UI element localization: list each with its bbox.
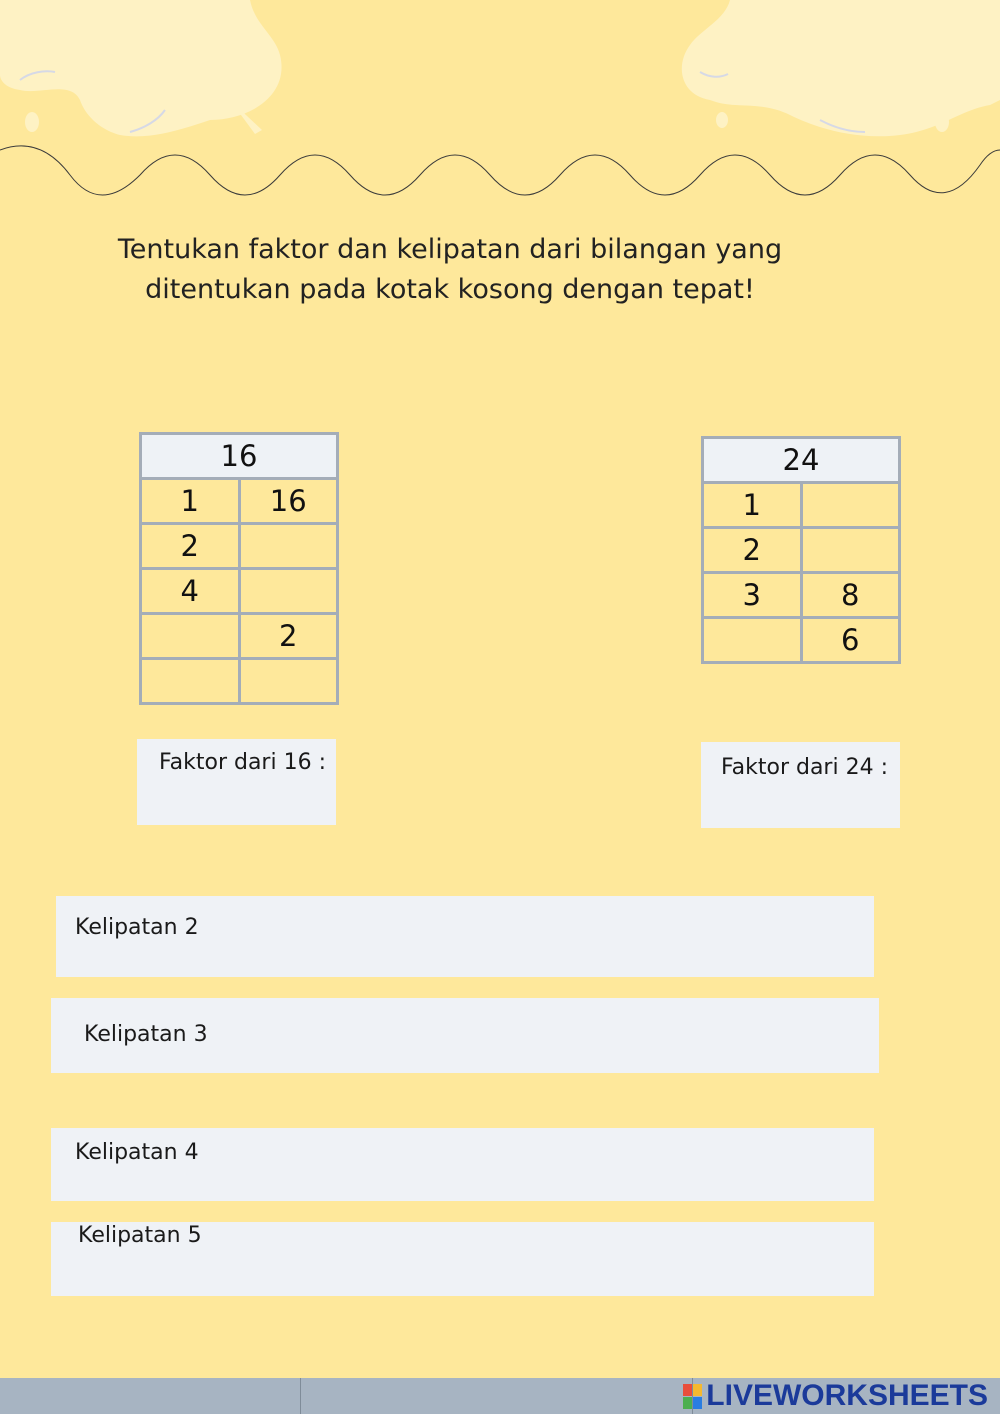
table-cell[interactable]: 2	[703, 528, 802, 573]
splash-right	[682, 0, 1000, 136]
table-row	[703, 618, 900, 663]
footer-divider	[300, 1378, 301, 1414]
multiples-4-label: Kelipatan 4	[75, 1140, 199, 1165]
table-cell[interactable]: 2	[141, 524, 240, 569]
table-cell[interactable]	[239, 524, 338, 569]
factor-table-24	[701, 436, 901, 664]
factor-24-label: Faktor dari 24 :	[721, 755, 888, 780]
instruction-line-1: Tentukan faktor dan kelipatan dari bilangan yang	[117, 234, 783, 265]
table-row	[703, 573, 900, 618]
table-cell[interactable]	[801, 483, 900, 528]
instruction-line-2: ditentukan pada kotak kosong dengan tepat!	[145, 274, 755, 305]
table-cell[interactable]: 3	[703, 573, 802, 618]
table-cell[interactable]: 4	[141, 569, 240, 614]
factor-16-label: Faktor dari 16 :	[159, 750, 326, 775]
factor-table-16	[139, 432, 339, 705]
table-cell[interactable]	[703, 618, 802, 663]
factor-24-answer-box[interactable]	[701, 742, 900, 828]
multiples-3-answer-box[interactable]	[51, 998, 879, 1073]
table-cell[interactable]: 8	[801, 573, 900, 618]
splash-left	[0, 0, 282, 136]
brand-name: LIVEWORKSHEETS	[706, 1379, 988, 1412]
table-cell[interactable]: 1	[141, 479, 240, 524]
table-row	[141, 614, 338, 659]
table-row	[703, 483, 900, 528]
table-cell[interactable]	[141, 614, 240, 659]
table-row	[141, 479, 338, 524]
liveworksheets-logo-icon	[683, 1384, 702, 1409]
factor-16-answer-box[interactable]	[137, 739, 336, 825]
instruction-text	[100, 230, 800, 310]
header-decoration	[0, 0, 1000, 210]
table-cell[interactable]: 6	[801, 618, 900, 663]
multiples-4-answer-box[interactable]	[51, 1128, 874, 1201]
table-cell[interactable]	[801, 528, 900, 573]
table-cell[interactable]: 1	[703, 483, 802, 528]
table-cell[interactable]	[239, 569, 338, 614]
table-header-24: 24	[703, 438, 900, 483]
table-cell[interactable]: 2	[239, 614, 338, 659]
liveworksheets-logo[interactable]	[683, 1378, 988, 1414]
multiples-2-answer-box[interactable]	[56, 896, 874, 977]
table-row	[141, 659, 338, 704]
table-row	[141, 524, 338, 569]
multiples-5-label: Kelipatan 5	[78, 1223, 202, 1248]
table-cell[interactable]	[141, 659, 240, 704]
wavy-line	[0, 146, 1000, 195]
table-header-16: 16	[141, 434, 338, 479]
table-row	[141, 569, 338, 614]
table-row	[703, 528, 900, 573]
multiples-3-label: Kelipatan 3	[84, 1022, 208, 1047]
table-cell[interactable]: 16	[239, 479, 338, 524]
multiples-5-answer-box[interactable]	[51, 1222, 874, 1296]
multiples-2-label: Kelipatan 2	[75, 915, 199, 940]
table-cell[interactable]	[239, 659, 338, 704]
